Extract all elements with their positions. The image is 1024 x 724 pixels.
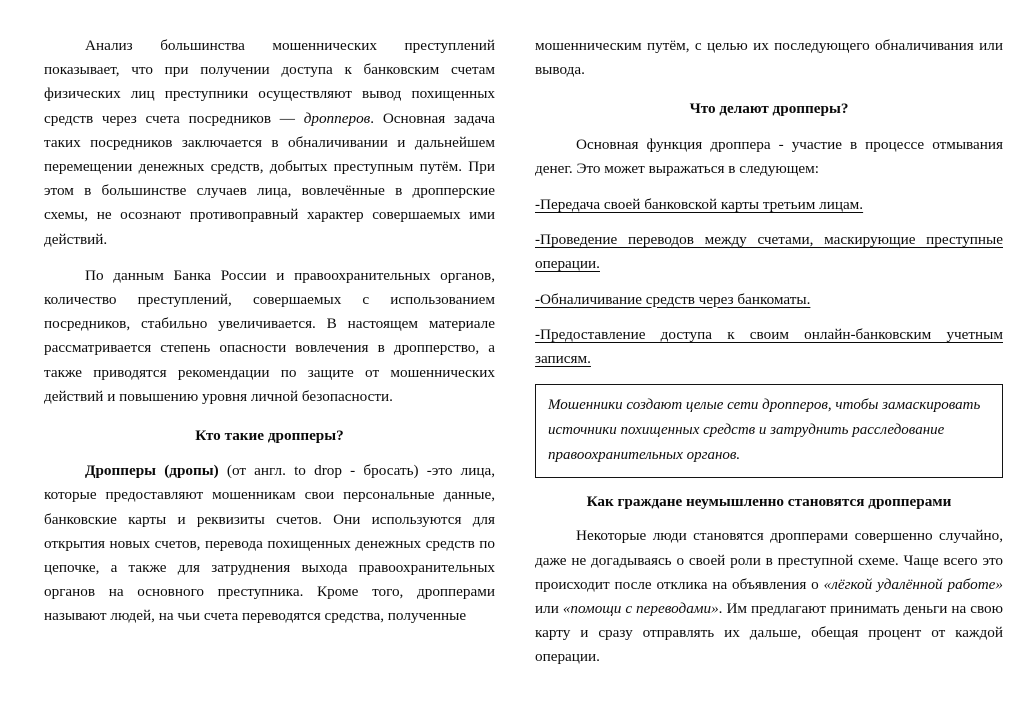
paragraph-definition — [44, 459, 495, 628]
right-column — [535, 34, 1003, 670]
accidental-text-1: Некоторые люди становятся дропперами совершенно случайно, даже не догадываясь о своей роли в преступной схеме. Чаще всего это происходит после отклика на объявления о — [535, 527, 1003, 593]
accidental-text-3: . Им предлагают принимать деньги на свою карту и сразу отправлять их дальше, обещая процент от каждой операции. — [535, 600, 1003, 666]
list-item: -Передача своей банковской карты третьим лицам. — [535, 196, 864, 214]
two-column-layout — [44, 34, 1003, 670]
left-column — [44, 34, 495, 629]
paragraph-analysis-text-2: . Основная задача таких посредников заключается в обналичивании и дальнейшем перемещении денежных средств, добытых преступным путём. При этом в большинстве случаев лица, вовлечённые в дропперские схемы, не осознают противоправный характер совершаемых ими действий. — [44, 109, 496, 248]
definition-term-bold: Дропперы (дропы) — [85, 462, 219, 480]
callout-box — [535, 384, 1003, 478]
term-droppers-italic: дропперов — [303, 109, 371, 127]
quote-easy-remote-work: «лёгкой удалённой работе» — [823, 575, 1003, 593]
quote-transfer-help: «помощи с переводами» — [562, 600, 719, 618]
paragraph-bank-of-russia: По данным Банка России и правоохранительных органов, количество преступлений, совершаемых с использованием посредников, стабильно увеличивается. В настоящем материале рассматривается степень опасности вовлечения в дропперство, а также приводятся рекомендации по защите от мошеннических действий и повышению уровня личной безопасности. — [44, 266, 495, 405]
accidental-text-2: или — [535, 600, 563, 618]
paragraph-analysis — [44, 34, 495, 252]
heading-what-droppers-do: Что делают дропперы? — [689, 100, 849, 118]
list-item: -Проведение переводов между счетами, маскирующие преступные операции. — [535, 231, 1003, 273]
callout-text: Мошенники создают целые сети дропперов, чтобы замаскировать источники похищенных средств и затруднить расследование правоохранительных органов. — [548, 397, 981, 464]
paragraph-continued: мошенническим путём, с целью их последующего обналичивания или вывода. — [535, 37, 1003, 79]
heading-how-citizens-become-droppers: Как граждане неумышленно становятся дропперами — [586, 493, 952, 511]
definition-body: (от англ. to drop - бросать) -это лица, которые предоставляют мошенникам свои персональные данные, банковские карты и реквизиты счетов. Они используются для открытия новых счетов, перевода похищенных денежных средств по цепочке, а также для затруднения выхода правоохранительных органов на основного преступника. Кроме того, дропперами называют людей, на чьи счета переводятся средства, полученные — [44, 462, 495, 625]
paragraph-accidental-droppers — [535, 524, 1003, 669]
paragraph-analysis-text-1: Анализ большинства мошеннических преступлений показывает, что при получении доступа к банковским счетам физических лиц преступники осуществляют вывод похищенных средств через счета посредников — — [44, 37, 495, 127]
paragraph-main-function: Основная функция дроппера - участие в процессе отмывания денег. Это может выражаться в следующем: — [535, 135, 1003, 177]
list-item: -Предоставление доступа к своим онлайн-банковским учетным записям. — [535, 325, 1003, 368]
dropper-actions-list — [535, 193, 1003, 371]
heading-who-are-droppers: Кто такие дропперы? — [195, 427, 344, 445]
list-item: -Обналичивание средств через банкоматы. — [535, 290, 811, 308]
